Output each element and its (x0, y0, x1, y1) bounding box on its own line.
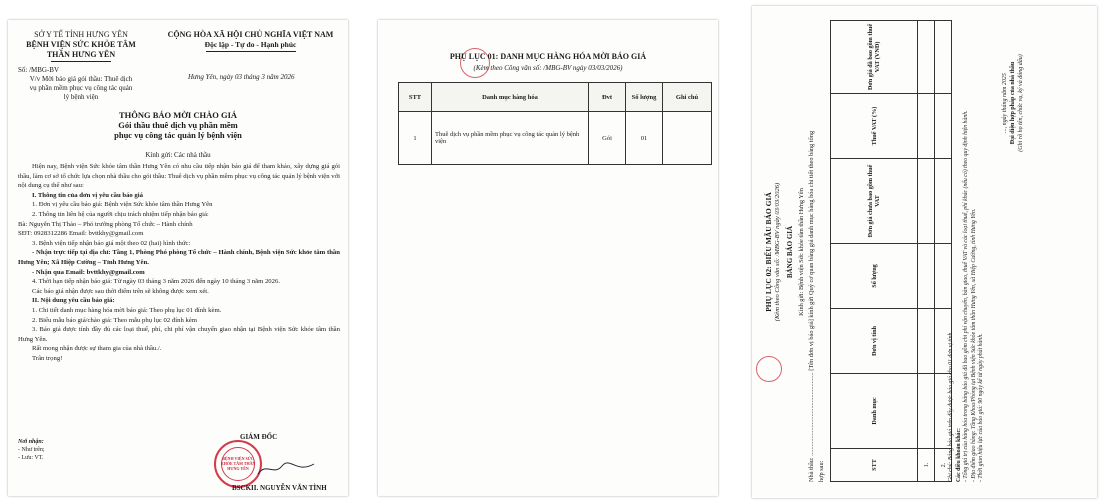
rotated-content (752, 6, 1097, 498)
section-1-heading: I. Thông tin của đơn vị yêu cầu báo giá (32, 191, 143, 199)
closing-line: Rất mong nhận được sự tham gia của nhà thầu./. (32, 345, 162, 353)
nation-title: CỘNG HÒA XÃ HỘI CHỦ NGHĨA VIỆT NAM (167, 30, 334, 39)
cell: Gói (589, 112, 626, 165)
cell: 1 (399, 112, 432, 165)
title-line-3: phục vụ công tác quản lý bệnh viện (114, 130, 242, 140)
recipient: - Lưu: VT. (18, 455, 44, 461)
sign-note: (Ghi rõ họ tên, chức vụ, ký và đóng dấu) (1017, 54, 1024, 152)
cell (918, 159, 935, 244)
quote-heading: BẢNG BÁO GIÁ (786, 225, 794, 279)
subject-line-1: V/v Mời báo giá gói thầu: Thuê dịch (29, 75, 133, 83)
cell (918, 94, 935, 159)
appendix-title: PHỤ LỤC 02: BIỂU MẪU BÁO GIÁ (764, 192, 773, 312)
cell (918, 309, 935, 374)
table-row (918, 21, 935, 482)
subject-line-3: lý bệnh viện (63, 93, 99, 101)
list-item: 4. Thời hạn tiếp nhận báo giá: Từ ngày 03 tháng 3 năm 2026 đến ngày 10 tháng 3 năm 2026. (32, 278, 280, 286)
cell (918, 21, 935, 94)
col-header: Đvt (589, 83, 626, 112)
national-header (158, 30, 343, 52)
cell: 2. (935, 449, 952, 482)
col-header: Danh mục hàng hóa (432, 83, 589, 112)
term: - Thời gian hiệu lực của báo giá: 90 ngày kể từ ngày phát hành. (978, 333, 985, 482)
signer-name: BSCKII. NGUYỄN VĂN TÌNH (232, 484, 327, 492)
thanks-line: Trân trọng! (32, 354, 63, 362)
sign-title: Đại diện hợp pháp của nhà thầu (1009, 61, 1016, 145)
divider (206, 51, 296, 52)
title-line-1: THÔNG BÁO MỜI CHÀO GIÁ (118, 110, 238, 120)
list-item: 3. Bệnh viện tiếp nhận báo giá một theo 02 (hai) hình thức: (32, 239, 191, 247)
appendix-title: PHỤ LỤC 01: DANH MỤC HÀNG HÓA MỜI BÁO GIÁ (449, 52, 647, 61)
col-header: Đơn giá chưa bao gồm thuế VAT (831, 159, 918, 244)
nation-motto: Độc lập - Tự do - Hạnh phúc (204, 40, 297, 49)
col-header: Số lượng (831, 244, 918, 309)
list-item: Các báo giá nhận được sau thời điểm trên sẽ không được xem xét. (32, 287, 209, 295)
contact-person: Bà: Nguyễn Thị Thảo – Phó trưởng phòng Tổ chức – Hành chính (18, 220, 193, 228)
issuer-header (16, 30, 146, 62)
col-header: Thuế VAT (%) (831, 94, 918, 159)
contact-phone-email: SĐT: 0928312286 Email: bvttkhy@gmail.com (18, 230, 144, 238)
cell: Thuê dịch vụ phần mềm phục vụ công tác quản lý bệnh viện (432, 112, 589, 165)
title-line-2: Gói thầu thuê dịch vụ phần mềm (118, 120, 238, 130)
hospital-name-line1: BỆNH VIỆN SỨC KHỎE TÂM (26, 40, 136, 49)
goods-table (398, 82, 712, 165)
table-row (399, 112, 712, 165)
hospital-name-line2: THẦN HƯNG YÊN (46, 50, 116, 59)
col-header: Số lượng (626, 83, 663, 112)
issue-date: Hưng Yên, ngày 03 tháng 3 năm 2026 (188, 73, 295, 81)
terms-heading: Các điều khoản khác: (955, 428, 962, 482)
intro-paragraph: Hiện nay, Bệnh viện Sức khỏe tâm thần Hưng Yên có nhu cầu tiếp nhận báo giá để tham khảo, xây dựng giá gói thầu, làm cơ sở tổ chức lựa chọn nhà thầu cho gói thầu: Thuê dịch vụ phần mềm phục vụ công tác quản lý bệnh viện với nội dung cụ thể như sau: (18, 163, 340, 190)
quote-table (830, 20, 952, 482)
appendix-subtitle: (Kèm theo Công văn số: /MBG-BV ngày 03/03/2026) (774, 182, 781, 322)
recipient: - Như trên; (18, 447, 45, 453)
list-item: 2. Thông tin liên hệ của người chịu trách nhiệm tiếp nhận báo giá: (32, 210, 209, 218)
term: - Tổng giá trị của hàng hóa trong bảng báo giá đã bao gồm chi phí vận chuyển, bàn giao, thuế VAT và các loại thuế, phí khác (nếu có) theo quy định hiện hành. (963, 110, 970, 482)
addressee: Kính gửi: Bệnh viện Sức khỏe tâm thần Hưng Yên (798, 188, 805, 316)
term: - Địa điểm giao hàng: Tầng Khoa/Phòng tại Bệnh viện Sức khỏe tâm thần Hưng Yên, xã Hiệp Cường, tỉnh Hưng Yên. (970, 208, 977, 482)
document-title (38, 110, 318, 140)
col-header: STT (831, 449, 918, 482)
col-header: STT (399, 83, 432, 112)
page-invitation-letter (8, 20, 348, 496)
divider (51, 61, 111, 62)
letter-body (18, 162, 340, 363)
section-2-heading: II. Nội dung yêu cầu báo giá: (32, 297, 115, 305)
signer-title: GIÁM ĐỐC (240, 433, 278, 441)
cell: 01 (626, 112, 663, 165)
handwritten-signature (256, 460, 316, 478)
dept-name: SỞ Y TẾ TỈNH HƯNG YÊN (34, 30, 128, 39)
list-item: 1. Đơn vị yêu cầu báo giá: Bệnh viện Sức khỏe tâm thần Hưng Yên (32, 201, 213, 209)
list-item: - Nhận qua Email: bvttkhy@gmail.com (32, 268, 145, 276)
list-item: - Nhận trực tiếp tại địa chỉ: Tầng 1, Phòng Phó phòng Tổ chức – Hành chính, Bệnh viện Sức khỏe tâm thần Hưng Yên; Xã Hiệp Cường – Tỉnh Hưng Yên. (18, 249, 340, 266)
cell (663, 112, 712, 165)
recipients-block (18, 438, 45, 462)
intro-line: hợp sau: (818, 460, 825, 482)
list-item: 1. Chi tiết danh mục hàng hóa mời báo giá: Theo phụ lục 01 đính kèm. (32, 306, 222, 314)
cell (918, 374, 935, 449)
note: Ghi chú: Bảng báo giá trên đây được báo giá cho 01 đơn vị tính (948, 332, 954, 482)
cell (918, 244, 935, 309)
list-item: 2. Biểu mẫu báo giá/chào giá: Theo mẫu phụ lục 02 đính kèm (32, 316, 197, 324)
col-header: Đơn vị tính (831, 309, 918, 374)
col-header: Đơn giá đã bao gồm thuế VAT (VNĐ) (831, 21, 918, 94)
supplier-line: Nhà thầu: ..................................................... [Tên đơn vị báo giá] kính gửi Quý cơ quan bảng giá danh mục hàng hóa chi tiết theo bảng tổng (808, 130, 815, 482)
appendix-subtitle: (Kèm theo Công văn số: /MBG-BV ngày 03/03/2026) (473, 64, 623, 72)
stamp-text: BỆNH VIỆN SỨC KHỎE TÂM THẦN HƯNG YÊN (220, 456, 256, 471)
cell: 1. (918, 449, 935, 482)
subject-line-2: vụ phần mềm phục vụ công tác quản (29, 84, 133, 92)
col-header: Ghi chú (663, 83, 712, 112)
reference-number: Số: /MBG-BV (18, 66, 60, 74)
list-item: 3. Báo giá được tính đầy đủ các loại thuế, phí, chi phí vận chuyển giao nhận tại Bệnh viện Sức khỏe tâm thần Hưng Yên. (18, 326, 340, 343)
addressee: Kính gửi: Các nhà thầu (145, 151, 211, 159)
signature-block (1002, 18, 1025, 188)
notes-block (948, 12, 986, 482)
page-appendix-01 (378, 20, 718, 496)
col-header: Danh mục (831, 374, 918, 449)
sign-date: ..., ngày tháng năm 2025 (1002, 73, 1008, 133)
subject-line (16, 75, 146, 102)
recipients-heading: Nơi nhận: (18, 439, 44, 445)
page-appendix-02 (752, 6, 1097, 498)
